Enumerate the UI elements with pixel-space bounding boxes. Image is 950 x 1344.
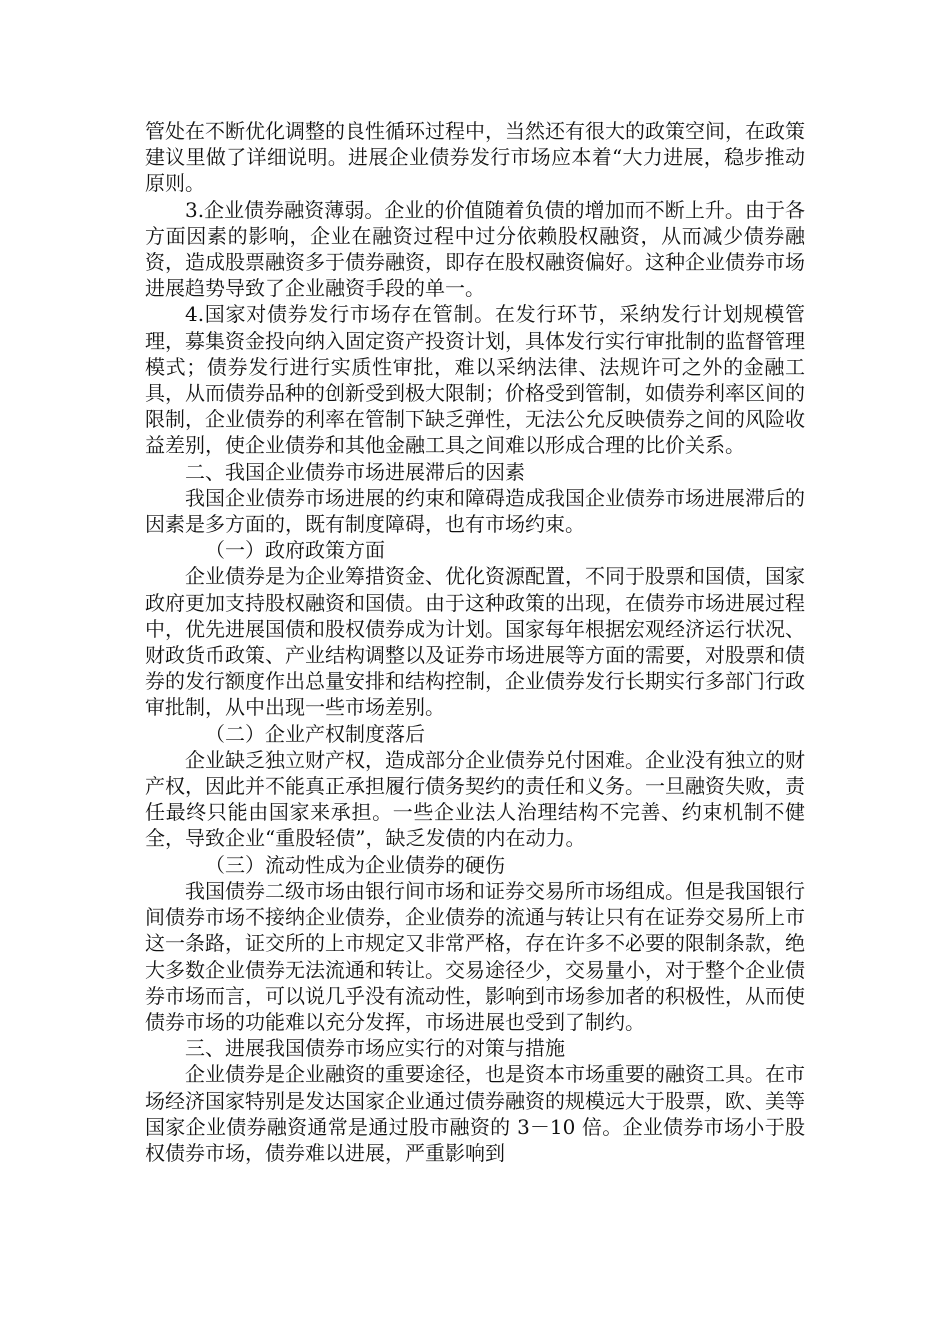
paragraph: 我国债券二级市场由银行间市场和证券交易所市场组成。但是我国银行间债券市场不接纳企业债券，企业债券的流通与转让只有在证券交易所上市这一条路，证交所的上市规定又非常严格，存在许多不必要的限制条款，绝大多数企业债券无法流通和转让。交易途径少，交易量小，对于整个企业债券市场而言，可以说几乎没有流动性，影响到市场参加者的积极性，从而使债券市场的功能难以充分发挥，市场进展也受到了制约。 xyxy=(145,878,805,1034)
section-heading: 三、进展我国债券市场应实行的对策与措施 xyxy=(185,1036,565,1061)
paragraph: 4.国家对债券发行市场存在管制。在发行环节，采纳发行计划规模管理，募集资金投向纳入固定资产投资计划，具体发行实行审批制的监督管理模式；债券发行进行实质性审批，难以采纳法律、法规许可之外的金融工具，从而债券品种的创新受到极大限制；价格受到管制，如债券利率区间的限制，企业债券的利率在管制下缺乏弹性，无法公允反映债券之间的风险收益差别，使企业债券和其他金融工具之间难以形成合理的比价关系。 xyxy=(145,302,805,458)
paragraph: 企业债券是为企业筹措资金、优化资源配置，不同于股票和国债，国家政府更加支持股权融资和国债。由于这种政策的出现，在债券市场进展过程中，优先进展国债和股权债券成为计划。国家每年根据宏观经济运行状况、财政货币政策、产业结构调整以及证券市场进展等方面的需要，对股票和债券的发行额度作出总量安排和结构控制，企业债券发行长期实行多部门行政审批制，从中出现一些市场差别。 xyxy=(145,564,805,720)
paragraph: 企业债券是企业融资的重要途径，也是资本市场重要的融资工具。在市场经济国家特别是发达国家企业通过债券融资的规模远大于股票，欧、美等国家企业债券融资通常是通过股市融资的 3－10 倍。企业债券市场小于股权债券市场，债券难以进展，严重影响到 xyxy=(145,1062,805,1165)
paragraph: 管处在不断优化调整的良性循环过程中，当然还有很大的政策空间，在政策建议里做了详细说明。进展企业债券发行市场应本着“大力进展，稳步推动原则。 xyxy=(145,119,805,196)
paragraph: 企业缺乏独立财产权，造成部分企业债券兑付困难。企业没有独立的财产权，因此并不能真正承担履行债务契约的责任和义务。一旦融资失败，责任最终只能由国家来承担。一些企业法人治理结构不完善、约束机制不健全，导致企业“重股轻债”，缺乏发债的内在动力。 xyxy=(145,747,805,851)
subsection-heading: （一）政府政策方面 xyxy=(205,538,385,563)
subsection-heading: （二）企业产权制度落后 xyxy=(205,721,425,746)
paragraph: 我国企业债券市场进展的约束和障碍造成我国企业债券市场进展滞后的因素是多方面的，既有制度障碍，也有市场约束。 xyxy=(145,485,805,537)
section-heading: 二、我国企业债券市场进展滞后的因素 xyxy=(185,459,525,484)
subsection-heading: （三）流动性成为企业债券的硬伤 xyxy=(205,852,505,877)
paragraph: 3.企业债券融资薄弱。企业的价值随着负债的增加而不断上升。由于各方面因素的影响，企业在融资过程中过分依赖股权融资，从而减少债券融资，造成股票融资多于债券融资，即存在股权融资偏好。这种企业债券市场进展趋势导致了企业融资手段的单一。 xyxy=(145,197,805,301)
document-body xyxy=(145,118,805,1166)
